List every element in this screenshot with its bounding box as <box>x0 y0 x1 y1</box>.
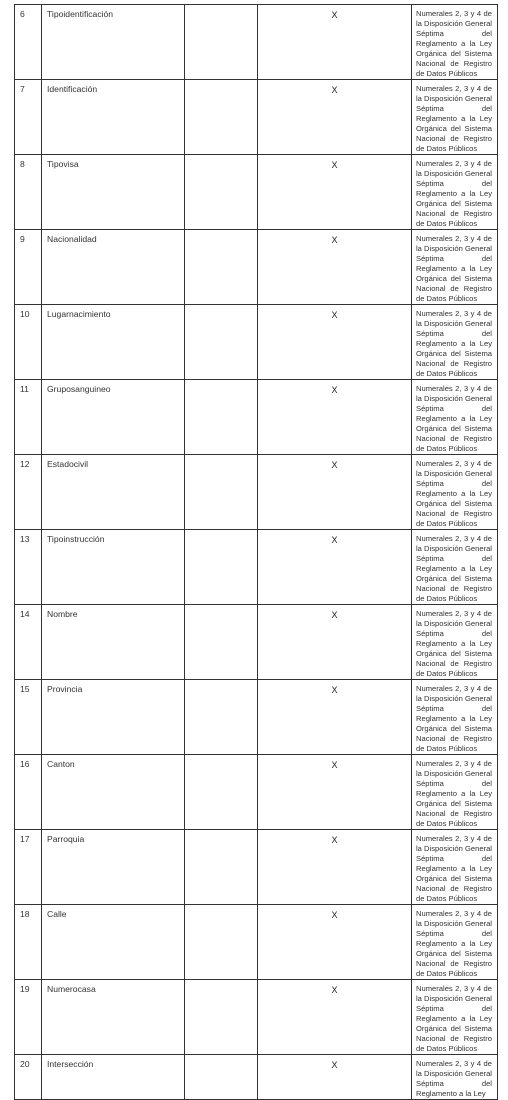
legal-basis: Numerales 2, 3 y 4 de la Disposición General Séptima del Reglamento a la Ley Orgánica del Sistema Nacional de Registro de Datos Públicos <box>412 305 498 380</box>
table-row <box>15 605 498 680</box>
blank-cell <box>185 1055 258 1100</box>
table-row <box>15 305 498 380</box>
field-name: Identificación <box>42 80 185 155</box>
field-name: Gruposanguineo <box>42 380 185 455</box>
table-row <box>15 755 498 830</box>
row-number: 12 <box>15 455 42 530</box>
field-name: Tipoidentificación <box>42 5 185 80</box>
table-row <box>15 80 498 155</box>
legal-basis: Numerales 2, 3 y 4 de la Disposición General Séptima del Reglamento a la Ley Orgánica del Sistema Nacional de Registro de Datos Públicos <box>412 605 498 680</box>
table-row <box>15 980 498 1055</box>
blank-cell <box>185 830 258 905</box>
table-row <box>15 230 498 305</box>
blank-cell <box>185 980 258 1055</box>
check-mark: X <box>258 155 412 230</box>
field-name: Intersección <box>42 1055 185 1100</box>
field-name: Parroquia <box>42 830 185 905</box>
row-number: 7 <box>15 80 42 155</box>
row-number: 9 <box>15 230 42 305</box>
legal-basis: Numerales 2, 3 y 4 de la Disposición General Séptima del Reglamento a la Ley Orgánica del Sistema Nacional de Registro de Datos Públicos <box>412 980 498 1055</box>
row-number: 8 <box>15 155 42 230</box>
check-mark: X <box>258 230 412 305</box>
legal-basis: Numerales 2, 3 y 4 de la Disposición General Séptima del Reglamento a la Ley Orgánica del Sistema Nacional de Registro de Datos Públicos <box>412 830 498 905</box>
check-mark: X <box>258 455 412 530</box>
blank-cell <box>185 380 258 455</box>
table-body <box>15 5 498 1100</box>
blank-cell <box>185 605 258 680</box>
field-name: Canton <box>42 755 185 830</box>
legal-basis: Numerales 2, 3 y 4 de la Disposición General Séptima del Reglamento a la Ley Orgánica del Sistema Nacional de Registro de Datos Públicos <box>412 230 498 305</box>
row-number: 18 <box>15 905 42 980</box>
check-mark: X <box>258 1055 412 1100</box>
legal-basis: Numerales 2, 3 y 4 de la Disposición General Séptima del Reglamento a la Ley Orgánica del Sistema Nacional de Registro de Datos Públicos <box>412 5 498 80</box>
check-mark: X <box>258 905 412 980</box>
blank-cell <box>185 5 258 80</box>
field-name: Lugarnacimiento <box>42 305 185 380</box>
check-mark: X <box>258 605 412 680</box>
legal-basis: Numerales 2, 3 y 4 de la Disposición General Séptima del Reglamento a la Ley Orgánica del Sistema Nacional de Registro de Datos Públicos <box>412 530 498 605</box>
table-row <box>15 830 498 905</box>
table-row <box>15 380 498 455</box>
row-number: 19 <box>15 980 42 1055</box>
field-name: Calle <box>42 905 185 980</box>
row-number: 6 <box>15 5 42 80</box>
blank-cell <box>185 455 258 530</box>
field-name: Numerocasa <box>42 980 185 1055</box>
table-row <box>15 5 498 80</box>
check-mark: X <box>258 755 412 830</box>
document-page <box>14 4 497 1098</box>
legal-basis: Numerales 2, 3 y 4 de la Disposición General Séptima del Reglamento a la Ley Orgánica del Sistema Nacional de Registro de Datos Públicos <box>412 155 498 230</box>
field-name: Tipoinstrucción <box>42 530 185 605</box>
row-number: 11 <box>15 380 42 455</box>
legal-basis: Numerales 2, 3 y 4 de la Disposición General Séptima del Reglamento a la Ley Orgánica del Sistema Nacional de Registro de Datos Públicos <box>412 380 498 455</box>
table-row <box>15 1055 498 1100</box>
blank-cell <box>185 155 258 230</box>
check-mark: X <box>258 380 412 455</box>
row-number: 14 <box>15 605 42 680</box>
field-name: Estadocivil <box>42 455 185 530</box>
row-number: 15 <box>15 680 42 755</box>
check-mark: X <box>258 305 412 380</box>
data-fields-table <box>14 4 498 1100</box>
check-mark: X <box>258 5 412 80</box>
legal-basis: Numerales 2, 3 y 4 de la Disposición General Séptima del Reglamento a la Ley <box>412 1055 498 1100</box>
row-number: 10 <box>15 305 42 380</box>
check-mark: X <box>258 80 412 155</box>
table-row <box>15 530 498 605</box>
blank-cell <box>185 680 258 755</box>
check-mark: X <box>258 680 412 755</box>
blank-cell <box>185 305 258 380</box>
field-name: Tipovisa <box>42 155 185 230</box>
legal-basis: Numerales 2, 3 y 4 de la Disposición General Séptima del Reglamento a la Ley Orgánica del Sistema Nacional de Registro de Datos Públicos <box>412 80 498 155</box>
row-number: 17 <box>15 830 42 905</box>
table-row <box>15 680 498 755</box>
row-number: 16 <box>15 755 42 830</box>
field-name: Nacionalidad <box>42 230 185 305</box>
check-mark: X <box>258 980 412 1055</box>
blank-cell <box>185 230 258 305</box>
row-number: 13 <box>15 530 42 605</box>
blank-cell <box>185 755 258 830</box>
table-row <box>15 455 498 530</box>
legal-basis: Numerales 2, 3 y 4 de la Disposición General Séptima del Reglamento a la Ley Orgánica del Sistema Nacional de Registro de Datos Públicos <box>412 680 498 755</box>
blank-cell <box>185 530 258 605</box>
field-name: Provincia <box>42 680 185 755</box>
check-mark: X <box>258 830 412 905</box>
row-number: 20 <box>15 1055 42 1100</box>
table-row <box>15 155 498 230</box>
blank-cell <box>185 905 258 980</box>
field-name: Nombre <box>42 605 185 680</box>
legal-basis: Numerales 2, 3 y 4 de la Disposición General Séptima del Reglamento a la Ley Orgánica del Sistema Nacional de Registro de Datos Públicos <box>412 455 498 530</box>
check-mark: X <box>258 530 412 605</box>
legal-basis: Numerales 2, 3 y 4 de la Disposición General Séptima del Reglamento a la Ley Orgánica del Sistema Nacional de Registro de Datos Públicos <box>412 905 498 980</box>
legal-basis: Numerales 2, 3 y 4 de la Disposición General Séptima del Reglamento a la Ley Orgánica del Sistema Nacional de Registro de Datos Públicos <box>412 755 498 830</box>
table-row <box>15 905 498 980</box>
blank-cell <box>185 80 258 155</box>
